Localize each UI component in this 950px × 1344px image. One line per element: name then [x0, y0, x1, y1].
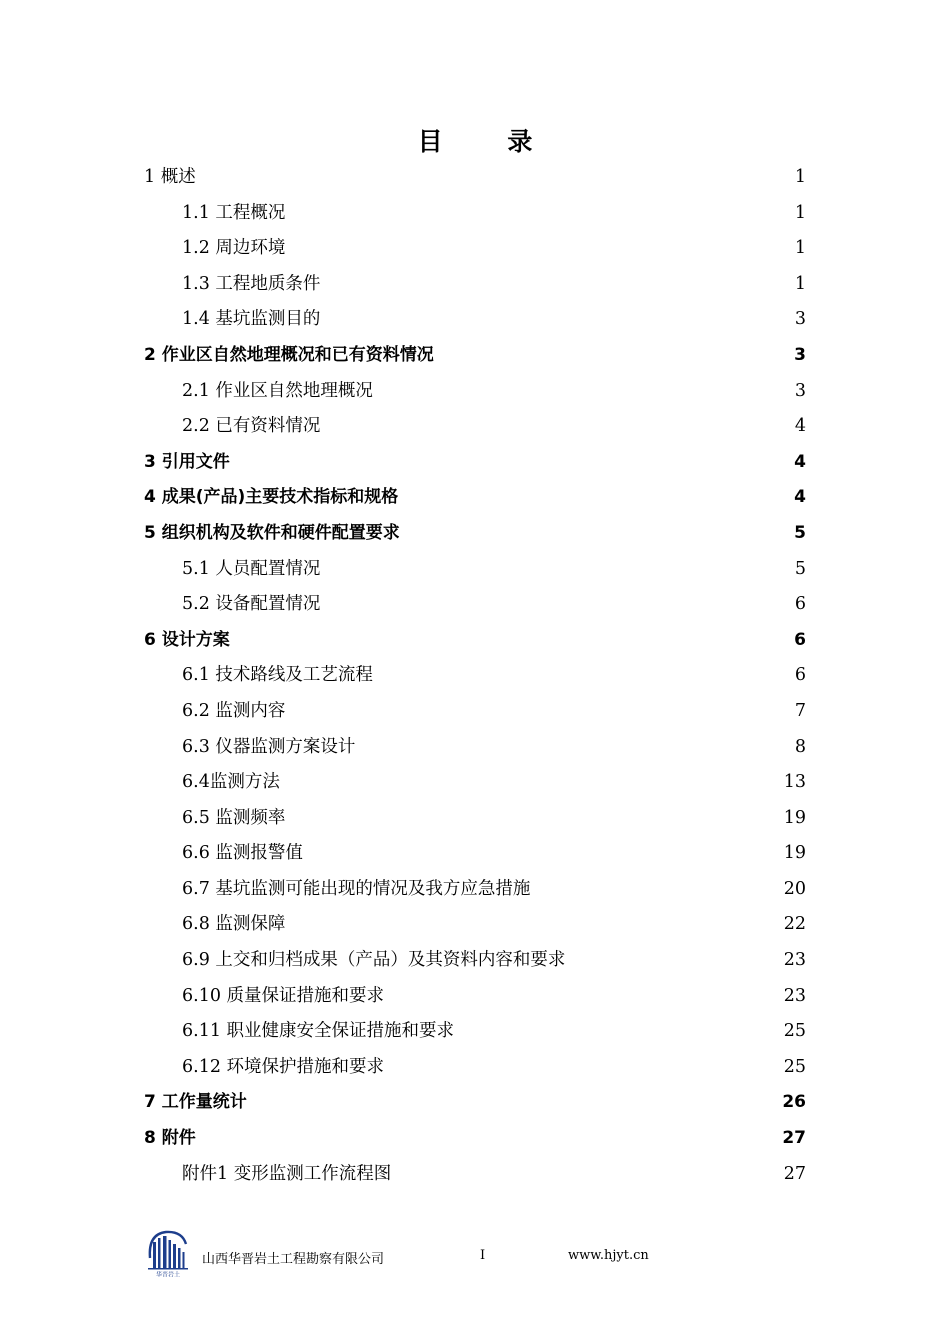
toc-entry-label: 6.12 环境保护措施和要求 [182, 1056, 385, 1077]
toc-entry[interactable] [144, 338, 806, 374]
toc-entry[interactable] [144, 409, 806, 445]
toc-entry-label: 2.2 已有资料情况 [182, 416, 321, 437]
toc-entry-page: 26 [782, 1092, 806, 1113]
toc-entry-page: 8 [794, 736, 806, 757]
toc-entry[interactable] [144, 1121, 806, 1157]
toc-entry[interactable] [144, 196, 806, 232]
toc-entry-page: 27 [783, 1163, 806, 1184]
toc-entry-page: 19 [783, 843, 806, 864]
toc-entry[interactable] [144, 979, 806, 1015]
toc-entry-label: 5.2 设备配置情况 [182, 594, 321, 615]
toc-entry-label: 6.8 监测保障 [182, 914, 286, 935]
toc-entry-page: 6 [794, 665, 806, 686]
toc-entry-label: 3 引用文件 [144, 451, 230, 472]
toc-entry-page: 23 [783, 950, 806, 971]
hjyt-logo-icon [144, 1228, 192, 1278]
toc-entry-label: 6.7 基坑监测可能出现的情况及我方应急措施 [182, 878, 531, 899]
toc-entry-page: 1 [794, 202, 806, 223]
toc-entry-page: 4 [794, 487, 806, 508]
toc-entry-page: 22 [783, 914, 806, 935]
toc-entry-page: 3 [794, 344, 806, 365]
logo-text: 华晋岩土 [155, 1271, 181, 1278]
toc-entry-label: 6.2 监测内容 [182, 700, 286, 721]
toc-entry-label: 6 设计方案 [144, 629, 230, 650]
toc-entry-page: 5 [794, 558, 806, 579]
page-footer [144, 1228, 806, 1278]
toc-entry-label: 6.6 监测报警值 [182, 843, 303, 864]
toc-entry-page: 5 [794, 522, 806, 543]
toc-entry-page: 25 [783, 1056, 806, 1077]
toc-entry-label: 6.5 监测频率 [182, 807, 286, 828]
toc-entry[interactable] [144, 730, 806, 766]
toc-entry[interactable] [144, 836, 806, 872]
toc-entry-page: 20 [783, 878, 806, 899]
toc-entry-label: 附件1 变形监测工作流程图 [182, 1163, 392, 1184]
toc-entry-label: 6.1 技术路线及工艺流程 [182, 665, 373, 686]
toc-entry-page: 25 [783, 1021, 806, 1042]
toc-entry-page: 7 [794, 700, 806, 721]
toc-entry-label: 1.3 工程地质条件 [182, 273, 321, 294]
toc-entry[interactable] [144, 1014, 806, 1050]
toc-entry[interactable] [144, 374, 806, 410]
toc-entry[interactable] [144, 302, 806, 338]
website-link[interactable]: www.hjyt.cn [568, 1248, 649, 1263]
company-name: 山西华晋岩土工程勘察有限公司 [202, 1252, 385, 1267]
toc-entry-page: 13 [783, 772, 806, 793]
toc-entry-page: 23 [783, 985, 806, 1006]
toc-entry-label: 1.4 基坑监测目的 [182, 309, 321, 330]
toc-entry-page: 3 [794, 380, 806, 401]
toc-entry-label: 1.1 工程概况 [182, 202, 286, 223]
toc-entry-page: 1 [794, 238, 806, 259]
toc-entry[interactable] [144, 552, 806, 588]
toc-entry-page: 27 [782, 1128, 806, 1149]
toc-entry[interactable] [144, 587, 806, 623]
page-title: 目 录 [417, 127, 561, 156]
toc-entry-page: 4 [794, 451, 806, 472]
toc-entry-page: 19 [783, 807, 806, 828]
toc-entry[interactable] [144, 872, 806, 908]
toc-entry-label: 8 附件 [144, 1128, 196, 1149]
toc-entry-label: 2.1 作业区自然地理概况 [182, 380, 373, 401]
toc-entry-label: 5.1 人员配置情况 [182, 558, 321, 579]
toc-entry-label: 1 概述 [144, 167, 196, 187]
toc-entry[interactable] [144, 1157, 806, 1193]
toc-entry-page: 6 [794, 594, 806, 615]
toc-entry-label: 6.9 上交和归档成果（产品）及其资料内容和要求 [182, 950, 566, 971]
toc-entry-page: 6 [794, 629, 806, 650]
toc-entry-page: 1 [794, 273, 806, 294]
toc-entry-label: 1.2 周边环境 [182, 238, 286, 259]
toc-entry[interactable] [144, 907, 806, 943]
toc-entry[interactable] [144, 943, 806, 979]
toc-entry-page: 4 [794, 416, 806, 437]
page-number: I [480, 1248, 486, 1263]
toc-entry[interactable] [144, 445, 806, 481]
toc-entry-label: 6.11 职业健康安全保证措施和要求 [182, 1021, 455, 1042]
toc-entry[interactable] [144, 694, 806, 730]
toc-entry-page: 3 [794, 309, 806, 330]
toc-entry[interactable] [144, 1050, 806, 1086]
toc-entry-label: 4 成果(产品)主要技术指标和规格 [144, 487, 399, 508]
toc-entry[interactable] [144, 623, 806, 659]
toc-entry[interactable] [144, 1085, 806, 1121]
toc-entry[interactable] [144, 267, 806, 303]
toc-entry-label: 6.4监测方法 [182, 772, 280, 793]
toc-entry[interactable] [144, 516, 806, 552]
toc-entry[interactable] [144, 231, 806, 267]
toc-entry[interactable] [144, 658, 806, 694]
toc-entry[interactable] [144, 765, 806, 801]
table-of-contents [144, 160, 806, 1192]
toc-entry[interactable] [144, 480, 806, 516]
toc-entry[interactable] [144, 160, 806, 196]
toc-entry-label: 6.3 仪器监测方案设计 [182, 736, 356, 757]
toc-entry-label: 5 组织机构及软件和硬件配置要求 [144, 522, 400, 543]
toc-entry-page: 1 [794, 167, 806, 187]
toc-entry[interactable] [144, 801, 806, 837]
toc-entry-label: 2 作业区自然地理概况和已有资料情况 [144, 344, 434, 365]
toc-entry-label: 7 工作量统计 [144, 1092, 247, 1113]
toc-entry-label: 6.10 质量保证措施和要求 [182, 985, 385, 1006]
